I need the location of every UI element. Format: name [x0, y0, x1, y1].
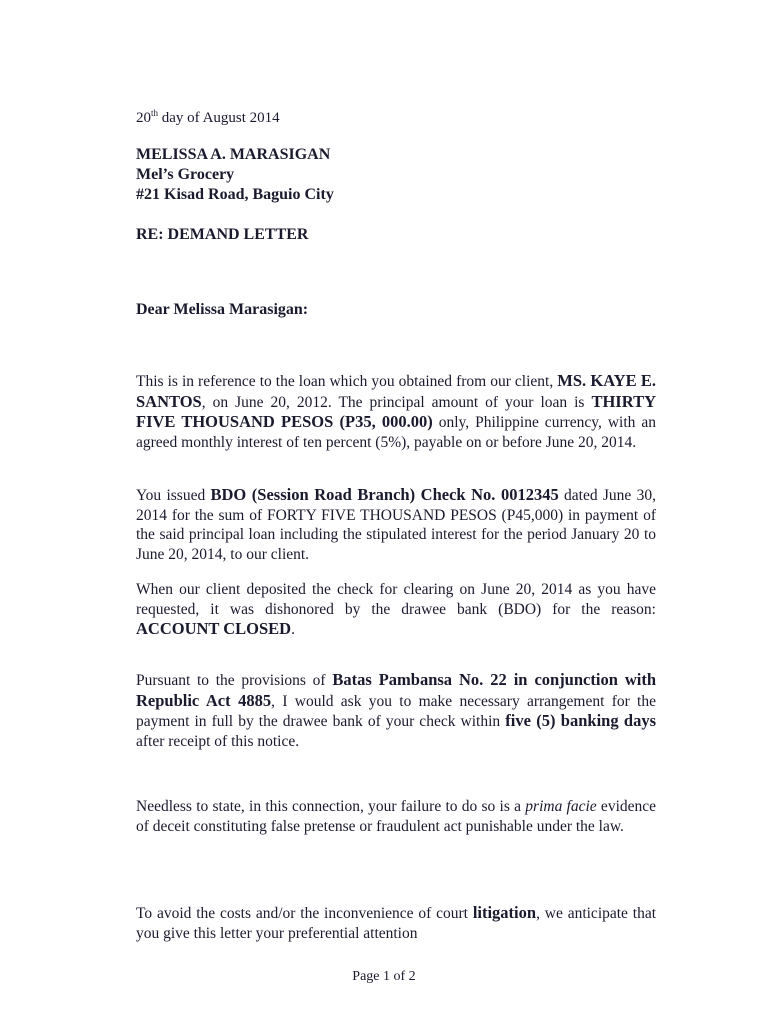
- recipient-address: #21 Kisad Road, Baguio City: [136, 186, 334, 203]
- recipient-block: [136, 145, 656, 205]
- paragraph-prima-facie: Needless to state, in this connection, your failure to do so is a prima facie evidence of deceit constituting false pretense or fraudulent act punishable under the law.: [136, 798, 657, 835]
- paragraph-check-issued: You issued BDO (Session Road Branch) Check No. 0012345 dated June 30, 2014 for the sum of FORTY FIVE THOUSAND PESOS (P45,000) in payment of the said principal loan including the stipulated interest for the period January 20 to June 20, 2014, to our client.: [136, 485, 656, 563]
- paragraph-legal-demand: Pursuant to the provisions of Batas Pambansa No. 22 in conjunction with Republic Act 4885, I would ask you to make necessary arrangement for the payment in full by the drawee bank of your check within five (5) banking days after receipt of this notice.: [136, 670, 657, 750]
- paragraph-loan-reference: This is in reference to the loan which you obtained from our client, MS. KAYE E. SANTOS, on June 20, 2012. The principal amount of your loan is THIRTY FIVE THOUSAND PESOS (P35, 000.00) only, Philippine currency, with an agreed monthly interest of ten percent (5%), payable on or before June 20, 2014.: [136, 371, 656, 451]
- paragraph-litigation: To avoid the costs and/or the inconvenience of court litigation, we anticipate that you give this letter your preferential attention: [136, 903, 657, 942]
- page-number: Page 1 of 2: [352, 969, 416, 984]
- recipient-business: Mel’s Grocery: [136, 166, 235, 183]
- letter-date: 20th day of August 2014: [136, 108, 280, 126]
- paragraph-check-dishonored: When our client deposited the check for clearing on June 20, 2014 as you have requested, it was dishonored by the drawee bank (BDO) for the reason: ACCOUNT CLOSED.: [136, 581, 656, 638]
- recipient-name: MELISSA A. MARASIGAN: [136, 146, 331, 163]
- subject-line: RE: DEMAND LETTER: [136, 226, 309, 243]
- salutation: Dear Melissa Marasigan:: [136, 301, 309, 318]
